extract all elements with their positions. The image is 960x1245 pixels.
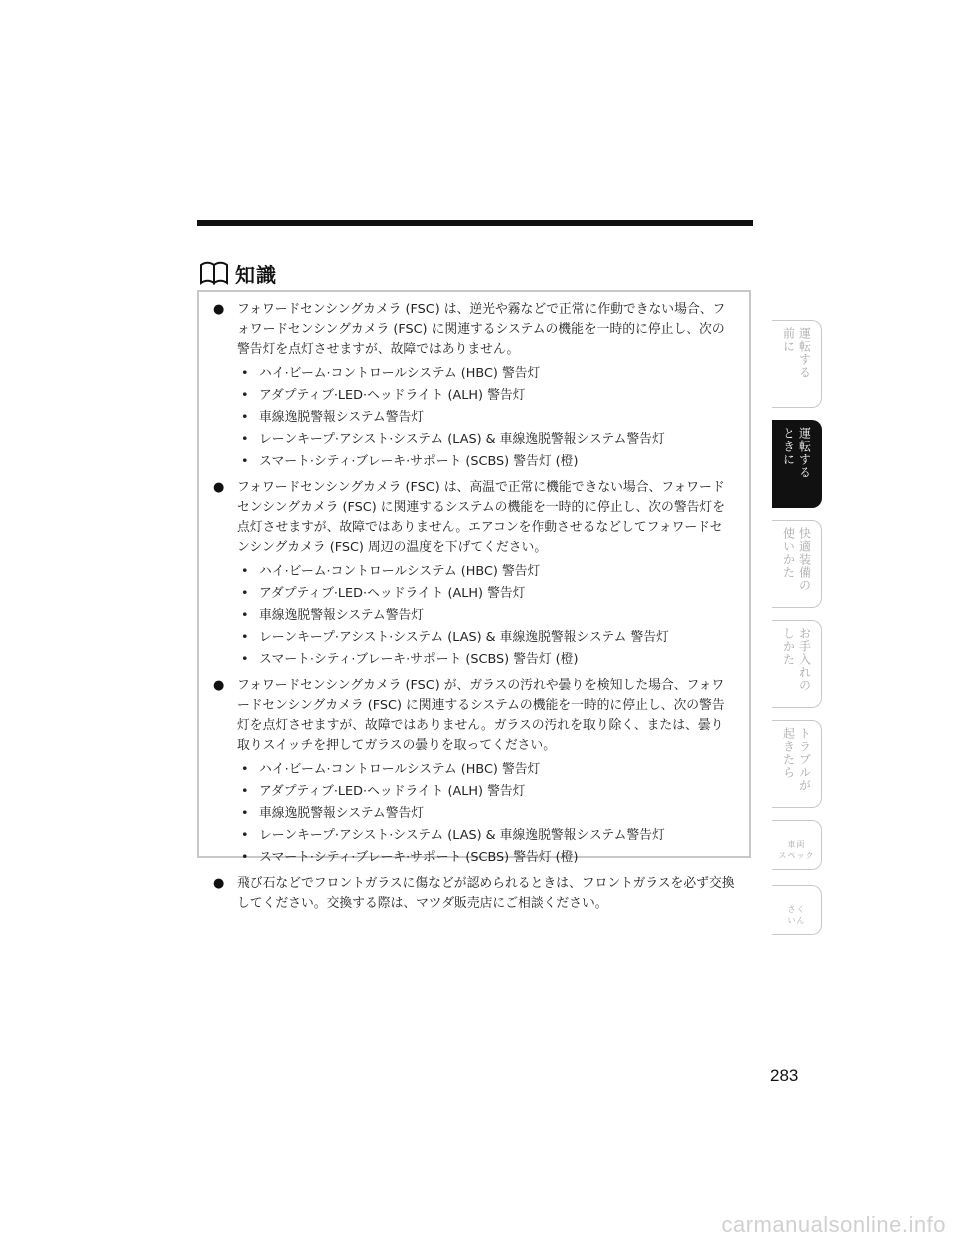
sub-list-item: • アダプティブ·LED·ヘッドライト (ALH) 警告灯	[237, 386, 735, 406]
sub-list	[237, 364, 735, 472]
chapter-tab-label: 快適装備の	[797, 527, 812, 592]
section-title: 知識	[235, 262, 277, 287]
chapter-tab[interactable]	[772, 520, 822, 608]
chapter-tab[interactable]	[772, 820, 822, 870]
chapter-tab[interactable]	[772, 720, 822, 808]
book-icon	[199, 260, 229, 286]
chapter-tab-label: 前に	[781, 327, 796, 353]
chapter-tab-label: いん	[787, 915, 806, 925]
watermark: carmanualsonline.info	[721, 1212, 946, 1237]
chapter-tab[interactable]	[772, 320, 822, 408]
section-top-rule	[197, 220, 753, 226]
sub-list-item: • 車線逸脱警報システム警告灯	[237, 606, 735, 626]
sub-list-item: • ハイ·ビーム·コントロールシステム (HBC) 警告灯	[237, 760, 735, 780]
sub-list-item: • 車線逸脱警報システム警告灯	[237, 408, 735, 428]
page-number: 283	[770, 1066, 799, 1085]
list-item-text: フォワードセンシングカメラ (FSC) は、逆光や霧などで正常に作動できない場合、フォワードセンシングカメラ (FSC) に関連するシステムの機能を一時的に停止し、次の警告灯を点灯させますが、故障ではありません。	[237, 302, 726, 357]
bullet-icon: ●	[213, 480, 225, 495]
sub-list	[237, 760, 735, 868]
bullet-icon: ●	[213, 876, 225, 891]
list-item-text: 飛び石などでフロントガラスに傷などが認められるときは、フロントガラスを必ず交換してください。交換する際は、マツダ販売店にご相談ください。	[237, 876, 735, 911]
list-item	[211, 676, 735, 868]
list-item-text: フォワードセンシングカメラ (FSC) が、ガラスの汚れや曇りを検知した場合、フォワードセンシングカメラ (FSC) に関連するシステムの機能を一時的に停止し、次の警告灯を点灯させますが、故障ではありません。ガラスの汚れを取り除く、または、曇り取りスイッチを押してガラスの曇りを取ってください。	[237, 678, 725, 753]
sub-list-item: • レーンキープ·アシスト·システム (LAS) & 車線逸脱警報システム警告灯	[237, 430, 735, 450]
bullet-icon: ●	[213, 302, 225, 317]
chapter-tab-label: 使いかた	[781, 527, 796, 579]
sub-list-item: • アダプティブ·LED·ヘッドライト (ALH) 警告灯	[237, 782, 735, 802]
sub-list-item: • レーンキープ·アシスト·システム (LAS) & 車線逸脱警報システム 警告灯	[237, 628, 735, 648]
chapter-tab-label: トラブルが	[797, 727, 812, 792]
sub-list-item: • ハイ·ビーム·コントロールシステム (HBC) 警告灯	[237, 364, 735, 384]
chapter-tab-label: しかた	[781, 627, 796, 666]
list-item-text: フォワードセンシングカメラ (FSC) は、高温で正常に機能できない場合、フォワードセンシングカメラ (FSC) に関連するシステムの機能を一時的に停止し、次の警告灯を点灯させますが、故障ではありません。エアコンを作動させるなどしてフォワードセンシングカメラ (FSC) 周辺の温度を下げてください。	[237, 480, 726, 555]
sub-list-item: • レーンキープ·アシスト·システム (LAS) & 車線逸脱警報システム警告灯	[237, 826, 735, 846]
list-item	[211, 300, 735, 472]
section-heading	[199, 258, 277, 288]
sub-list-item: • スマート·シティ·ブレーキ·サポート (SCBS) 警告灯 (橙)	[237, 848, 735, 868]
knowledge-box	[197, 290, 751, 911]
bullet-icon: ●	[213, 678, 225, 693]
chapter-tab-label: さく	[787, 904, 806, 914]
chapter-tab-label: 起きたら	[781, 727, 796, 779]
chapter-tab-label: 運転する	[797, 427, 812, 479]
chapter-tab[interactable]	[772, 420, 822, 508]
chapter-tab-label: お手入れの	[797, 627, 812, 692]
chapter-tab-label: 運転する	[797, 327, 812, 379]
sub-list-item: • アダプティブ·LED·ヘッドライト (ALH) 警告灯	[237, 584, 735, 604]
list-item	[211, 478, 735, 670]
chapter-tab-label: 車両	[787, 839, 806, 849]
sub-list-item: • スマート·シティ·ブレーキ·サポート (SCBS) 警告灯 (橙)	[237, 650, 735, 670]
sub-list-item: • 車線逸脱警報システム警告灯	[237, 804, 735, 824]
sub-list	[237, 562, 735, 670]
sub-list-item: • スマート·シティ·ブレーキ·サポート (SCBS) 警告灯 (橙)	[237, 452, 735, 472]
chapter-tab-label: スペック	[778, 850, 815, 860]
chapter-tab[interactable]	[772, 885, 822, 935]
chapter-tab-label: ときに	[781, 427, 796, 466]
sub-list-item: • ハイ·ビーム·コントロールシステム (HBC) 警告灯	[237, 562, 735, 582]
list-item	[211, 874, 735, 914]
chapter-tab[interactable]	[772, 620, 822, 708]
